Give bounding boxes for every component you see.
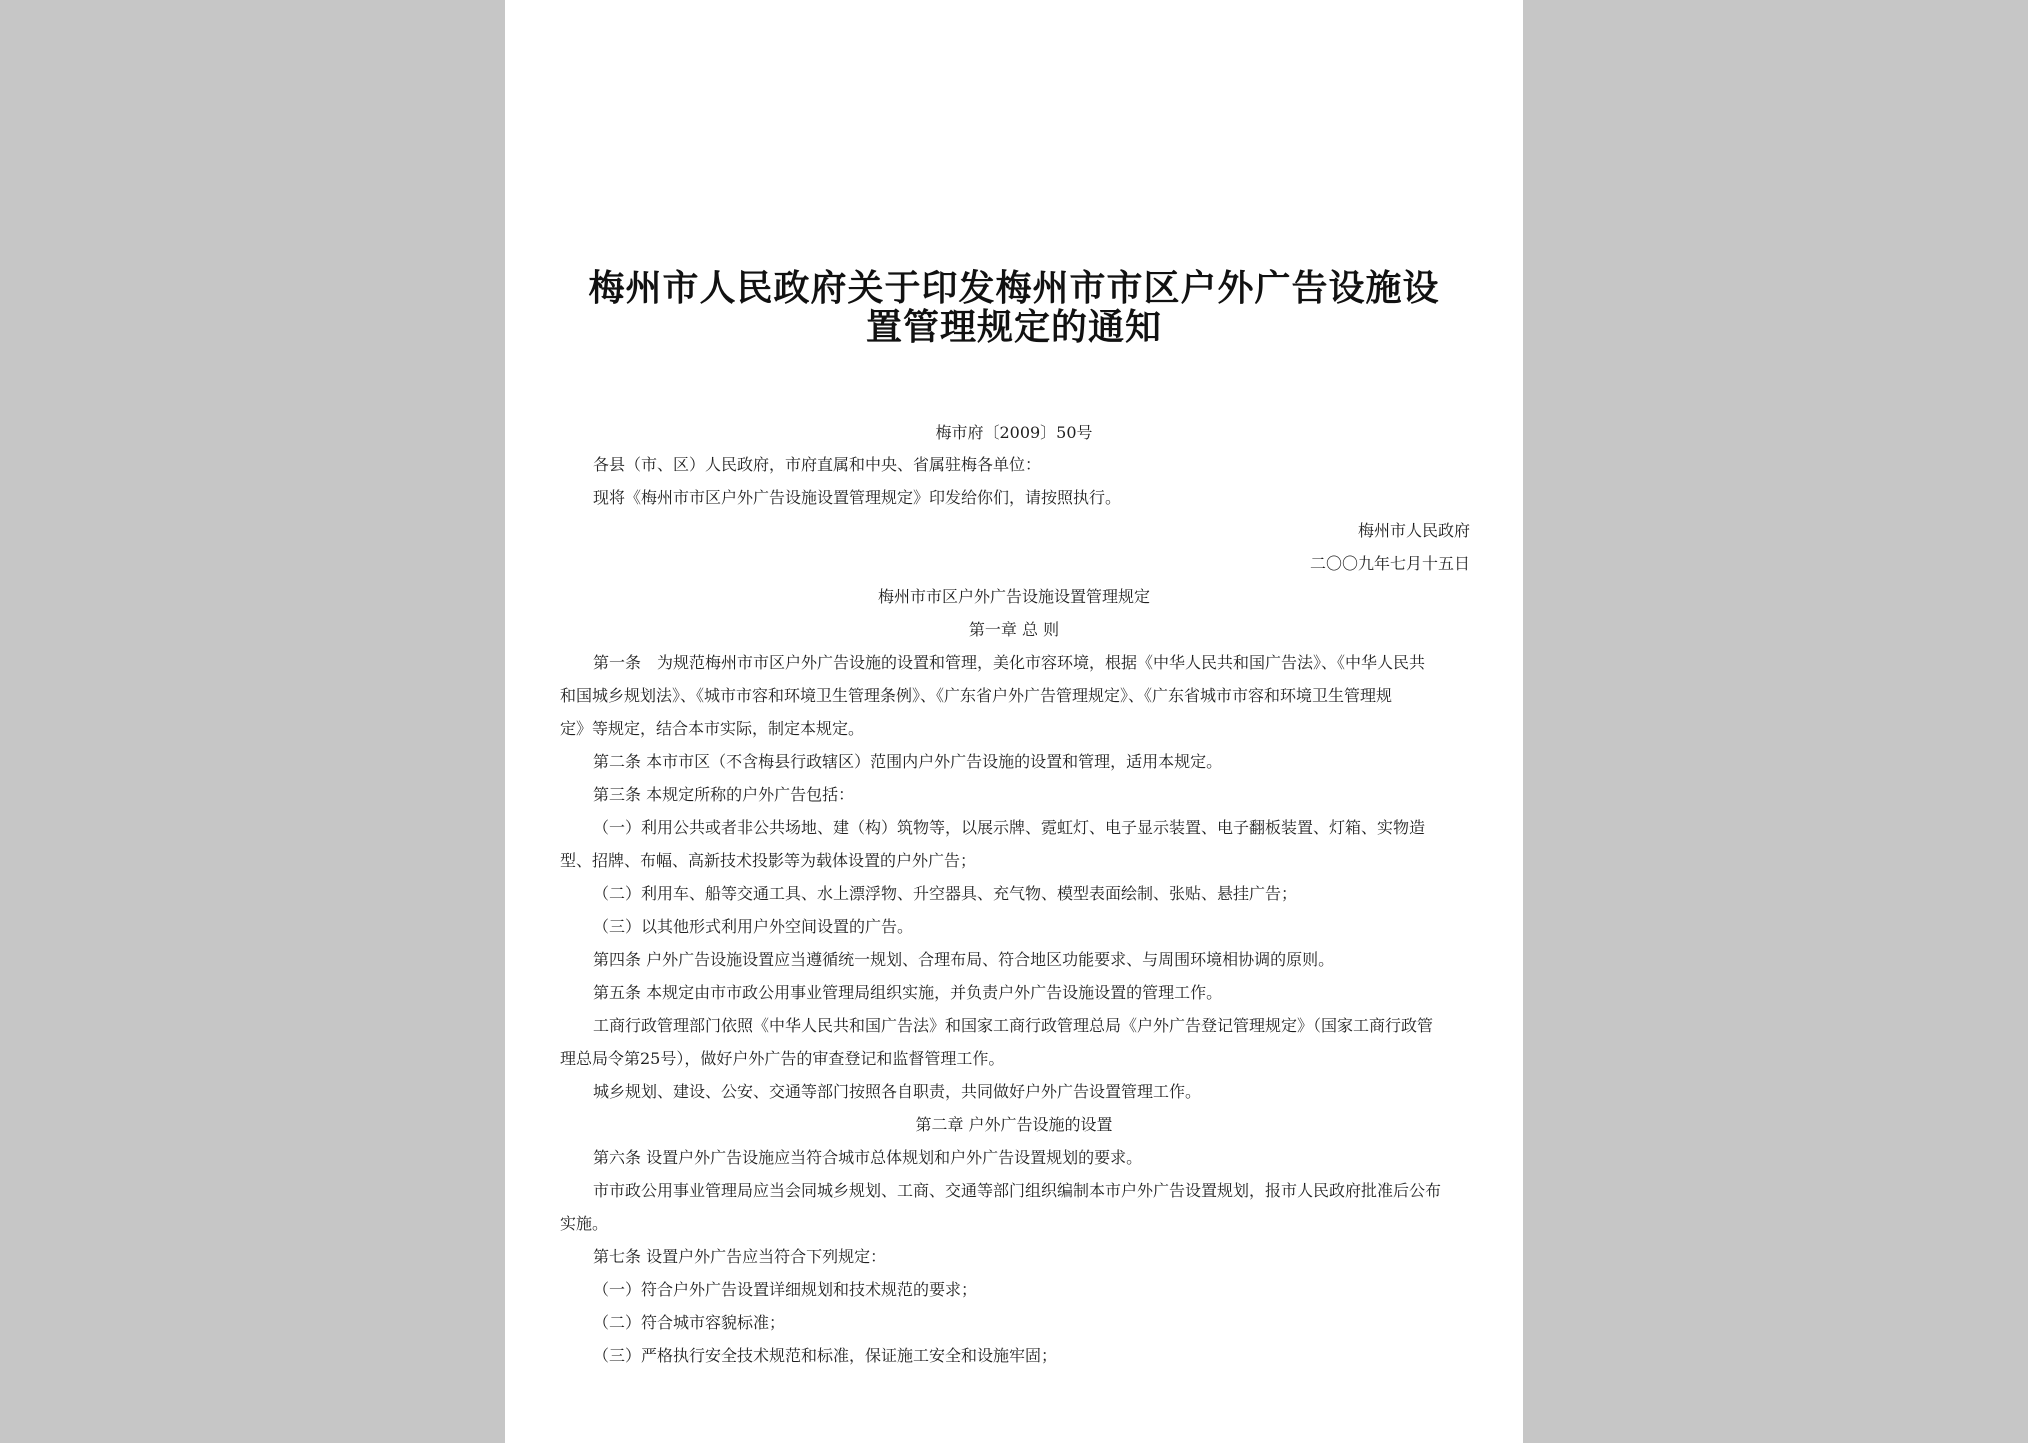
article-5: 第五条 本规定由市市政公用事业管理局组织实施，并负责户外广告设施设置的管理工作。 bbox=[593, 983, 1223, 1002]
article-5-para-2-line-2: 理总局令第25号），做好户外广告的审查登记和监督管理工作。 bbox=[560, 1049, 1005, 1068]
document-page bbox=[505, 0, 1523, 1443]
article-7: 第七条 设置户外广告应当符合下列规定： bbox=[593, 1247, 887, 1266]
doc-number: 梅市府〔2009〕50号 bbox=[935, 423, 1093, 442]
article-6-para-2-line-1: 市市政公用事业管理局应当会同城乡规划、工商、交通等部门组织编制本市户外广告设置规划，报市人民政府批准后公布 bbox=[593, 1181, 1442, 1200]
article-5-para-3: 城乡规划、建设、公安、交通等部门按照各自职责，共同做好户外广告设置管理工作。 bbox=[593, 1082, 1202, 1101]
article-1-line-3: 定》等规定，结合本市实际，制定本规定。 bbox=[560, 719, 865, 738]
document-title-line-1: 梅州市人民政府关于印发梅州市市区户外广告设施设 bbox=[588, 267, 1440, 309]
article-7-item-2: （二）符合城市容貌标准； bbox=[593, 1313, 786, 1332]
intro-paragraph: 现将《梅州市市区户外广告设施设置管理规定》印发给你们，请按照执行。 bbox=[593, 488, 1122, 507]
regulation-title: 梅州市市区户外广告设施设置管理规定 bbox=[877, 587, 1150, 606]
article-6-para-2-line-2: 实施。 bbox=[560, 1214, 609, 1233]
signature-date: 二〇〇九年七月十五日 bbox=[1309, 554, 1470, 573]
signature-org: 梅州市人民政府 bbox=[1357, 521, 1470, 540]
document-title-line-2: 置管理规定的通知 bbox=[865, 306, 1162, 348]
article-7-item-3: （三）严格执行安全技术规范和标准，保证施工安全和设施牢固； bbox=[593, 1346, 1058, 1365]
article-5-para-2-line-1: 工商行政管理部门依照《中华人民共和国广告法》和国家工商行政管理总局《户外广告登记管理规定》（国家工商行政管 bbox=[593, 1016, 1434, 1035]
addressee: 各县（市、区）人民政府，市府直属和中央、省属驻梅各单位： bbox=[593, 455, 1042, 474]
article-3-item-1-line-2: 型、招牌、布幅、高新技术投影等为载体设置的户外广告； bbox=[560, 851, 977, 870]
article-1-line-2: 和国城乡规划法》、《城市市容和环境卫生管理条例》、《广东省户外广告管理规定》、《广东省城市市容和环境卫生管理规 bbox=[560, 686, 1393, 705]
article-3-item-2: （二）利用车、船等交通工具、水上漂浮物、升空器具、充气物、模型表面绘制、张贴、悬挂广告； bbox=[593, 884, 1298, 903]
chapter-heading: 第一章 总 则 bbox=[968, 620, 1060, 639]
article-7-item-1: （一）符合户外广告设置详细规划和技术规范的要求； bbox=[593, 1280, 978, 1299]
article-3-item-3: （三）以其他形式利用户外空间设置的广告。 bbox=[593, 917, 914, 936]
article-6: 第六条 设置户外广告设施应当符合城市总体规划和户外广告设置规划的要求。 bbox=[593, 1148, 1143, 1167]
chapter-heading: 第二章 户外广告设施的设置 bbox=[915, 1115, 1113, 1134]
article-4: 第四条 户外广告设施设置应当遵循统一规划、合理布局、符合地区功能要求、与周围环境相协调的原则。 bbox=[593, 950, 1335, 969]
article-1-line-1: 第一条 为规范梅州市市区户外广告设施的设置和管理，美化市容环境，根据《中华人民共和国广告法》、《中华人民共 bbox=[593, 653, 1426, 672]
article-3-item-1-line-1: （一）利用公共或者非公共场地、建（构）筑物等，以展示牌、霓虹灯、电子显示装置、电子翻板装置、灯箱、实物造 bbox=[593, 818, 1426, 837]
article-3: 第三条 本规定所称的户外广告包括： bbox=[593, 785, 855, 804]
article-2: 第二条 本市市区（不含梅县行政辖区）范围内户外广告设施的设置和管理，适用本规定。 bbox=[593, 752, 1223, 771]
